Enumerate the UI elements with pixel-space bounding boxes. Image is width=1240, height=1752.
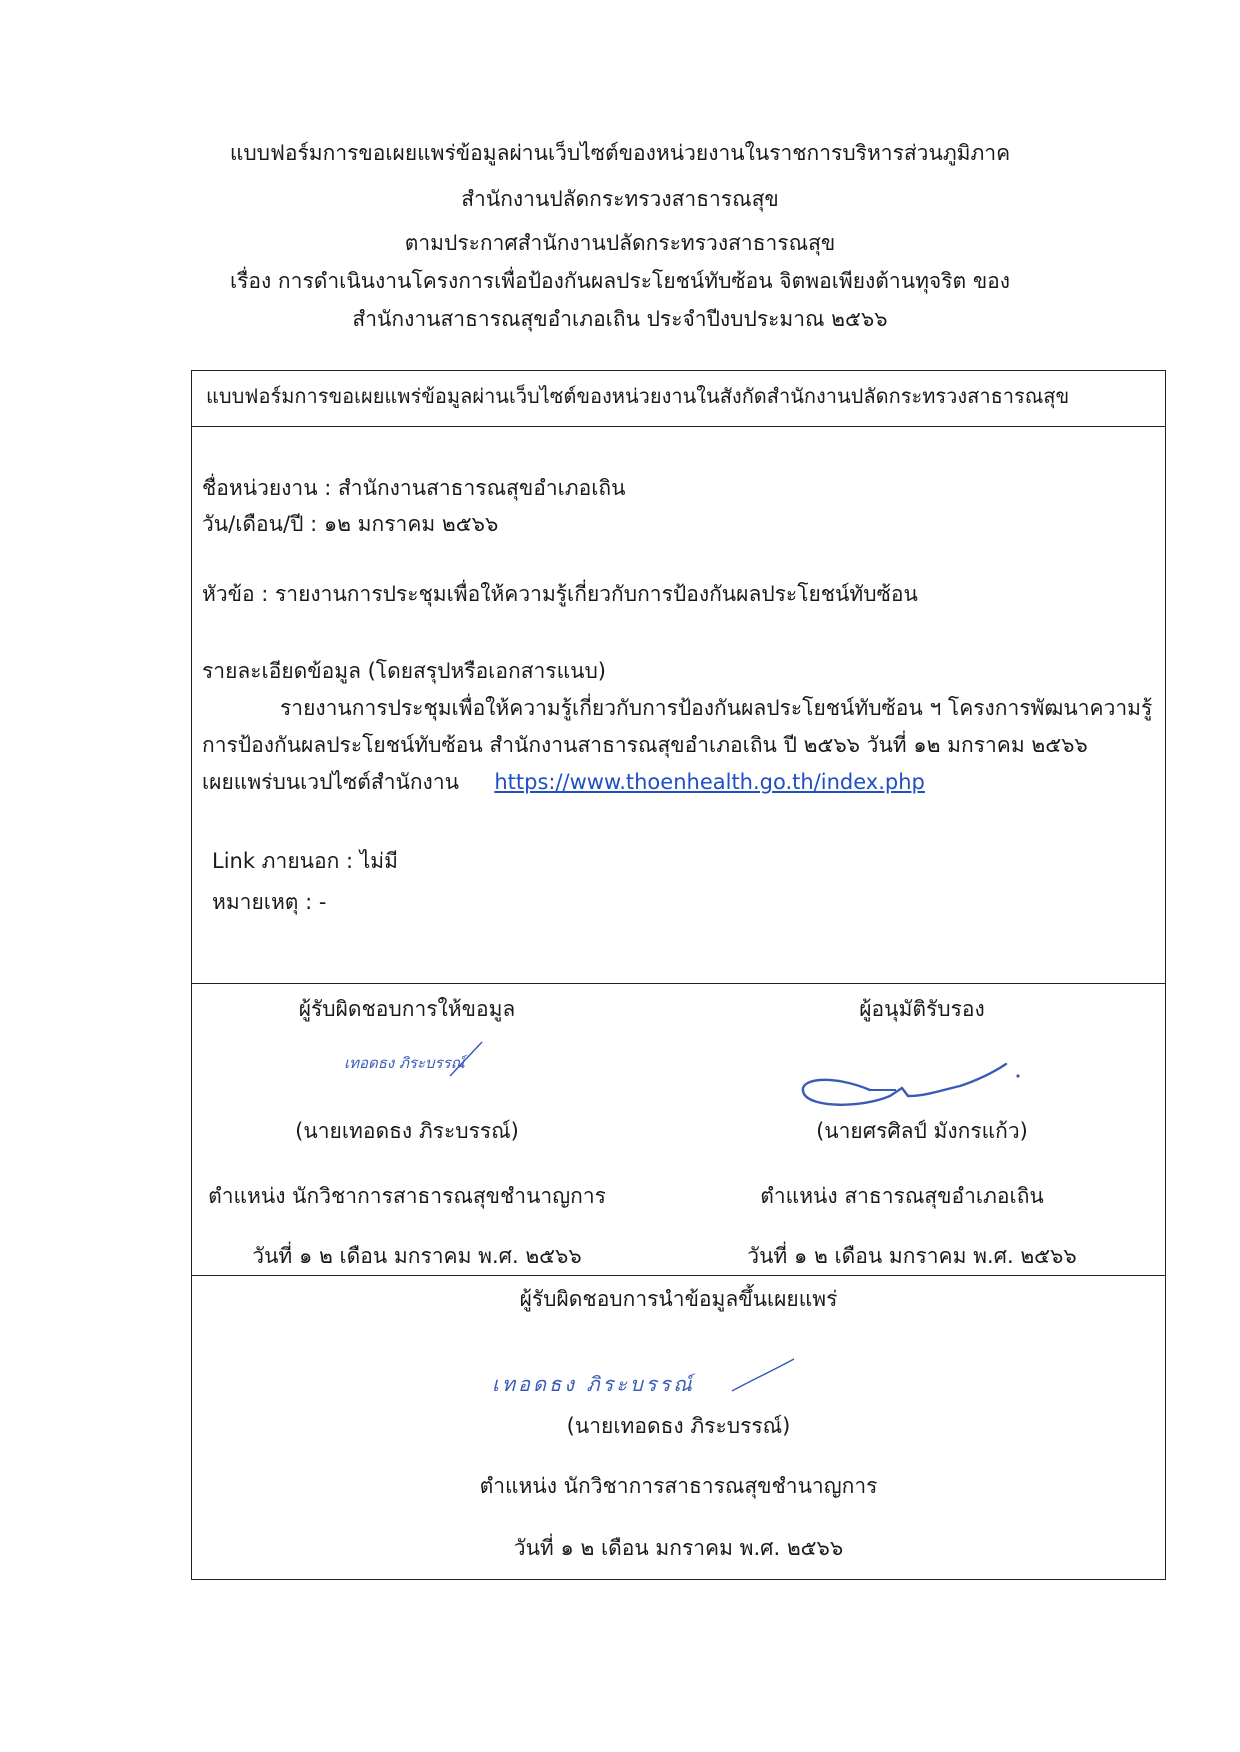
form-frame bbox=[191, 370, 1166, 1580]
left-date: วันที่ ๑ ๒ เดือน มกราคม พ.ศ. ๒๕๖๖ bbox=[252, 1244, 582, 1268]
header-line-1: แบบฟอร์มการขอเผยแพร่ข้อมูลผ่านเว็บไซต์ของหน่วยงานในราชการบริหารส่วนภูมิภาค bbox=[229, 141, 1011, 165]
publisher-signature bbox=[482, 1351, 802, 1411]
left-position: ตำแหน่ง นักวิชาการสาธารณสุขชำนาญการ bbox=[208, 1184, 606, 1208]
right-name: (นายศรศิลป์ มังกรแก้ว) bbox=[816, 1119, 1028, 1143]
topic-line: หัวข้อ : รายงานการประชุมเพื่อให้ความรู้เกี่ยวกับการป้องกันผลประโยชน์ทับซ้อน bbox=[202, 582, 918, 606]
details-label: รายละเอียดข้อมูล (โดยสรุปหรือเอกสารแนบ) bbox=[202, 659, 606, 683]
left-signature bbox=[332, 1036, 492, 1084]
agency-line: ชื่อหน่วยงาน : สำนักงานสาธารณสุขอำเภอเถิน bbox=[202, 476, 626, 500]
divider-publisher bbox=[192, 1275, 1165, 1276]
header-line-4: เรื่อง การดำเนินงานโครงการเพื่อป้องกันผลประโยชน์ทับซ้อน จิตพอเพียงต้านทุจริต ของ bbox=[229, 269, 1011, 293]
publisher-role: ผู้รับผิดชอบการนำข้อมูลขึ้นเผยแพร่ bbox=[519, 1287, 838, 1311]
header-line-3: ตามประกาศสำนักงานปลัดกระทรวงสาธารณสุข bbox=[404, 231, 836, 255]
right-date: วันที่ ๑ ๒ เดือน มกราคม พ.ศ. ๒๕๖๖ bbox=[747, 1244, 1077, 1268]
publisher-name: (นายเทอดธง ภิระบรรณ์) bbox=[566, 1414, 791, 1438]
publisher-date: วันที่ ๑ ๒ เดือน มกราคม พ.ศ. ๒๕๖๖ bbox=[513, 1536, 844, 1560]
details-line-1: รายงานการประชุมเพื่อให้ความรู้เกี่ยวกับการป้องกันผลประโยชน์ทับซ้อน ฯ โครงการพัฒนาความรู้ bbox=[280, 696, 1153, 720]
right-signature bbox=[792, 1056, 1032, 1116]
divider-title bbox=[192, 426, 1165, 427]
publisher-position: ตำแหน่ง นักวิชาการสาธารณสุขชำนาญการ bbox=[479, 1474, 878, 1498]
date-line: วัน/เดือน/ปี : ๑๒ มกราคม ๒๕๖๖ bbox=[202, 512, 499, 536]
form-title: แบบฟอร์มการขอเผยแพร่ข้อมูลผ่านเว็บไซต์ของหน่วยงานในสังกัดสำนักงานปลัดกระทรวงสาธารณสุข bbox=[206, 384, 1070, 408]
details-line-2: การป้องกันผลประโยชน์ทับซ้อน สำนักงานสาธารณสุขอำเภอเถิน ปี ๒๕๖๖ วันที่ ๑๒ มกราคม ๒๕๖๖ bbox=[202, 733, 1088, 757]
left-name: (นายเทอดธง ภิระบรรณ์) bbox=[295, 1119, 519, 1143]
publish-url-link[interactable]: https://www.thoenhealth.go.th/index.php bbox=[494, 770, 925, 794]
header-line-2: สำนักงานปลัดกระทรวงสาธารณสุข bbox=[461, 187, 779, 211]
publish-label: เผยแพร่บนเวปไซต์สำนักงาน bbox=[202, 770, 459, 794]
divider-signatures bbox=[192, 983, 1165, 984]
remark-line: หมายเหตุ : - bbox=[212, 890, 327, 914]
left-signature-text: เทอดธง ภิระบรรณ์ bbox=[344, 1054, 465, 1072]
external-link-line: Link ภายนอก : ไม่มี bbox=[212, 849, 398, 873]
header-line-5: สำนักงานสาธารณสุขอำเภอเถิน ประจำปีงบประมาณ ๒๕๖๖ bbox=[352, 307, 888, 331]
right-role: ผู้อนุมัติรับรอง bbox=[859, 997, 985, 1021]
left-role: ผู้รับผิดชอบการให้ขอมูล bbox=[298, 997, 516, 1021]
publish-line bbox=[202, 767, 925, 797]
right-position: ตำแหน่ง สาธารณสุขอำเภอเถิน bbox=[760, 1184, 1044, 1208]
publisher-signature-text: เทอดธง ภิระบรรณ์ bbox=[492, 1372, 695, 1396]
